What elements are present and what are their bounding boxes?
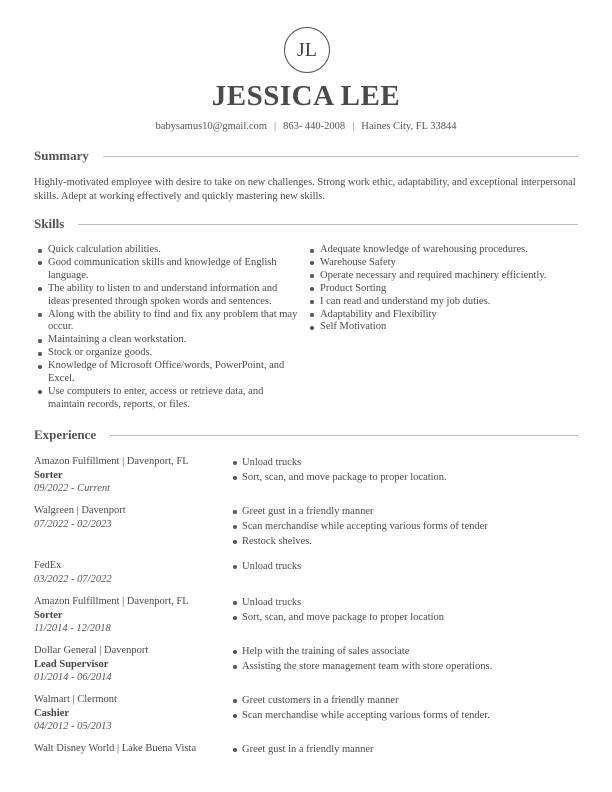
skill-item: Along with the ability to find and fix any problem that may occur.: [34, 309, 300, 335]
skill-item: Warehouse Safety: [306, 257, 586, 270]
job-duties: [233, 455, 578, 485]
job-duties: [233, 504, 578, 549]
job-title: Lead Supervisor: [34, 658, 109, 670]
skills-heading: Skills: [34, 216, 65, 231]
contact-phone[interactable]: 863- 440-2008: [283, 121, 346, 132]
contact-line: [0, 121, 612, 132]
job-employer: Walt Disney World | Lake Buena Vista: [34, 743, 197, 754]
skill-item: I can read and understand my job duties.: [306, 296, 586, 309]
skill-item: Adequate knowledge of warehousing procedures.: [306, 244, 586, 257]
job-duties: [233, 559, 578, 574]
skill-item: Use computers to enter, access or retrieve data, and maintain records, reports, or files.: [34, 386, 300, 412]
summary-section-header: [34, 148, 578, 164]
contact-location: Haines City, FL 33844: [361, 121, 457, 132]
summary-heading: Summary: [34, 148, 89, 163]
job-duty: Scan merchandise while accepting various forms of tender.: [233, 708, 578, 723]
job-duties: [233, 644, 578, 674]
contact-separator: |: [352, 121, 355, 132]
skill-item: Quick calculation abilities.: [34, 244, 300, 257]
skill-item: Good communication skills and knowledge of English language.: [34, 257, 300, 283]
job-employer: FedEx: [34, 560, 62, 571]
job-duty: Greet gust in a friendly manner: [233, 742, 578, 757]
section-divider: [103, 156, 578, 157]
skill-item: Operate necessary and required machinery efficiently.: [306, 270, 586, 283]
job-dates: 09/2022 - Current: [34, 483, 111, 494]
skills-list-right: [306, 244, 586, 334]
skill-item: The ability to listen to and understand information and ideas presented through spoken words and sentences.: [34, 283, 300, 309]
skill-item: Knowledge of Microsoft Office/words, PowerPoint, and Excel.: [34, 360, 300, 386]
job-title: Sorter: [34, 469, 63, 481]
job-employer: Dollar General | Davenport: [34, 645, 149, 656]
job-duty: Assisting the store management team with store operations.: [233, 659, 578, 674]
job-dates: 01/2014 - 06/2014: [34, 672, 112, 683]
job-duties: [233, 693, 578, 723]
monogram-badge: [284, 27, 330, 73]
skill-item: Product Sorting: [306, 283, 586, 296]
skills-section-header: [34, 216, 578, 232]
job-duty: Help with the training of sales associate: [233, 644, 578, 659]
experience-heading: Experience: [34, 427, 97, 442]
job-duty: Scan merchandise while accepting various forms of tender: [233, 519, 578, 534]
skill-item: Maintaining a clean workstation.: [34, 334, 300, 347]
job-duty: Restock shelves.: [233, 534, 578, 549]
job-duties: [233, 595, 578, 625]
job-duty: Sort, scan, and move package to proper location: [233, 610, 578, 625]
skill-item: Self Motivation: [306, 321, 586, 334]
job-employer: Walmart | Clermont: [34, 694, 117, 705]
section-divider: [78, 224, 578, 225]
job-duty: Unload trucks: [233, 595, 578, 610]
job-employer: Amazon Fulfillment | Davenport, FL: [34, 456, 189, 467]
job-dates: 11/2014 - 12/2018: [34, 623, 111, 634]
job-dates: 03/2022 - 07/2022: [34, 573, 112, 585]
skill-item: Stock or organize goods.: [34, 347, 300, 360]
candidate-name: JESSICA LEE: [211, 80, 401, 112]
skills-list-left: [34, 244, 300, 412]
section-divider: [110, 435, 578, 436]
job-dates: 04/2012 - 05/2013: [34, 721, 112, 732]
job-duty: Greet customers in a friendly manner: [233, 693, 578, 708]
job-duty: Sort, scan, and move package to proper location.: [233, 470, 578, 485]
contact-separator: |: [273, 121, 277, 132]
contact-email[interactable]: babysamus10@gmail.com: [155, 121, 267, 132]
job-duty: Unload trucks: [233, 559, 578, 574]
job-title: Sorter: [34, 609, 63, 621]
experience-section-header: [34, 427, 578, 443]
job-duties: [233, 742, 578, 757]
monogram-initials: JL: [297, 38, 317, 61]
job-dates: 07/2022 - 02/2023: [34, 518, 112, 530]
job-employer: Amazon Fulfillment | Davenport, FL: [34, 596, 189, 607]
job-duty: Unload trucks: [233, 455, 578, 470]
summary-text: Highly-motivated employee with desire to take on new challenges. Strong work ethic, adaptability, and exceptional interpersonal skills. Adept at working effectively and quickly mastering new skills.: [34, 177, 576, 202]
job-duty: Greet gust in a friendly manner: [233, 504, 578, 519]
job-employer: Walgreen | Davenport: [34, 505, 126, 516]
job-title: Cashier: [34, 707, 69, 719]
skill-item: Adaptability and Flexibility: [306, 309, 586, 322]
